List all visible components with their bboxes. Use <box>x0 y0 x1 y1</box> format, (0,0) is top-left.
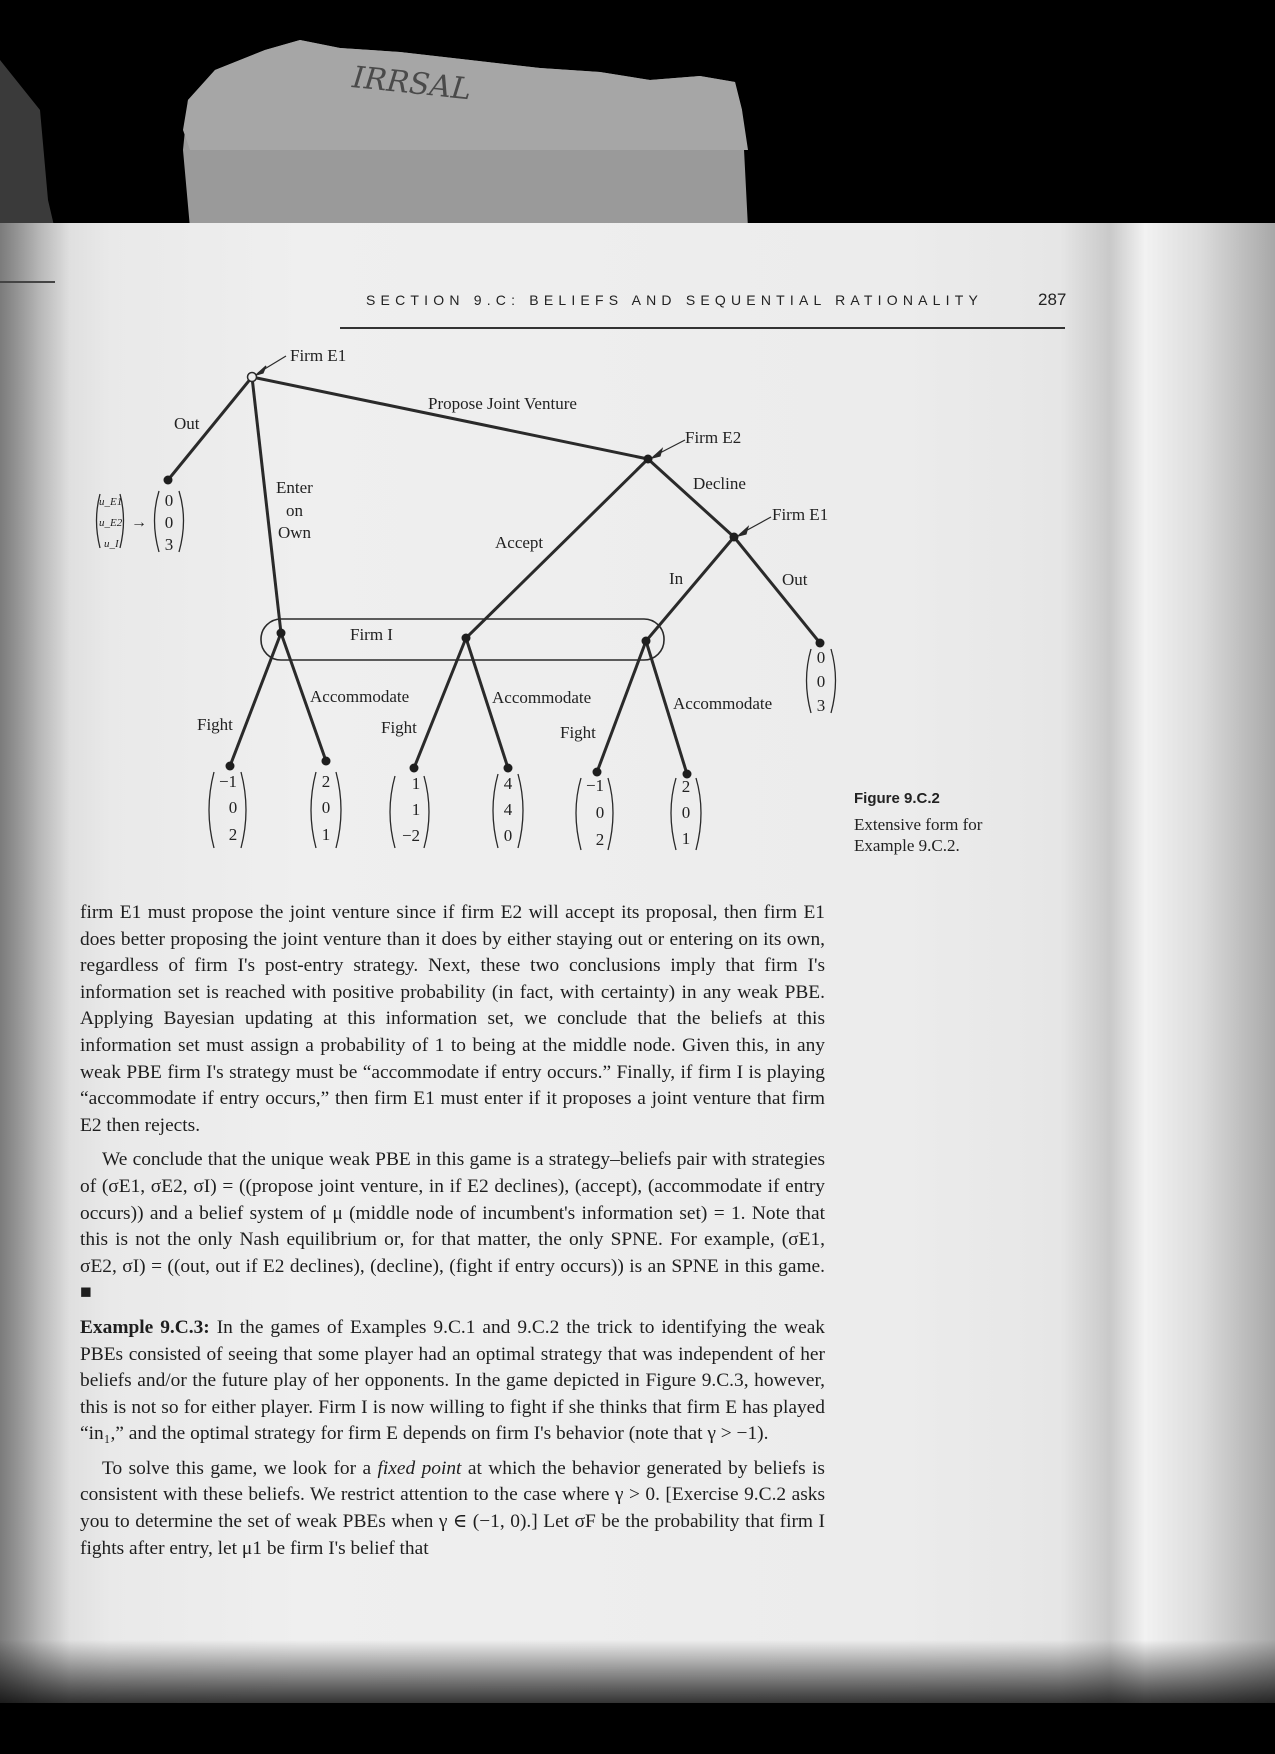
branch-fight-2 <box>414 638 466 768</box>
svg-text:1: 1 <box>321 825 331 844</box>
label-enter: Enter <box>276 478 313 497</box>
figure-caption-text: Extensive form for Example 9.C.2. <box>854 815 983 855</box>
svg-text:−1: −1 <box>218 772 238 791</box>
svg-text:3: 3 <box>164 535 174 554</box>
svg-text:0: 0 <box>321 798 331 817</box>
svg-text:1: 1 <box>681 829 691 848</box>
label-accommodate-2: Accommodate <box>492 688 592 707</box>
payoff-key <box>97 494 148 550</box>
paragraph-4-end: at which the behavior generated by beliefs is consistent with these beliefs. We restrict attention to the case where γ > 0. [Exercise 9.C.2 asks you to determine the set of weak PBEs when γ ∈ (−1, 0).] Let σF be the probability that firm I fights after entry, let μ1 be firm I's belief that <box>80 1457 825 1559</box>
paragraph-1: firm E1 must propose the joint venture since if firm E2 will accept its proposal, then firm E1 does better proposing the joint venture than it does by either staying out or entering on its own, regardless of firm I's post-entry strategy. Next, these two conclusions imply that firm I's information set is reached with positive probability (in fact, with certainty) in any weak PBE. Applying Bayesian updating at this information set, we conclude that the beliefs at this information set must assign a probability of 1 to being at the middle node. Given this, in any weak PBE firm I's strategy must be “accommodate if entry occurs.” Finally, if firm I is playing “accommodate if entry occurs,” then firm E1 must enter if it proposes a joint venture that firm E2 then rejects. <box>80 902 825 1136</box>
node-out-second <box>816 639 825 648</box>
svg-text:0: 0 <box>595 803 605 822</box>
svg-text:2: 2 <box>595 830 605 849</box>
paragraph-3-text: In the games of Examples 9.C.1 and 9.C.2 the trick to identifying the weak PBEs consisted of seeing that some player had an optimal strategy that was independent of her beliefs and/or the future play of her opponents. In the game depicted in Figure 9.C.3, however, this is not so for either player. Firm I is now willing to fight if she thinks that firm E has played “in₁,” and the optimal strategy for firm E depends on firm I's behavior (note that γ > −1). <box>80 1316 825 1445</box>
payoff-vector-t1 <box>209 772 246 848</box>
node-i-middle <box>462 634 471 643</box>
figure-caption <box>854 790 1024 856</box>
root-node <box>248 373 257 382</box>
branch-propose <box>252 377 648 459</box>
node-i-left <box>277 629 286 638</box>
node-t2 <box>322 757 331 766</box>
svg-text:2: 2 <box>228 825 238 844</box>
node-t1 <box>226 762 235 771</box>
payoff-vector-out <box>155 491 184 554</box>
label-accept: Accept <box>495 533 544 552</box>
payoff-vector-t6 <box>671 777 701 850</box>
label-fight-3: Fight <box>560 723 596 742</box>
label-firm-e1-second: Firm E1 <box>772 505 829 524</box>
svg-text:0: 0 <box>816 648 826 667</box>
svg-text:2: 2 <box>321 772 331 791</box>
svg-text:−1: −1 <box>585 776 605 795</box>
svg-text:−2: −2 <box>401 826 421 845</box>
label-accommodate-1: Accommodate <box>310 687 410 706</box>
paragraph-2: We conclude that the unique weak PBE in this game is a strategy–beliefs pair with strategies of (σE1, σE2, σI) = ((propose joint venture, in if E2 declines), (accept), (accommodate if entry occurs)) and a belief system of μ (middle node of incumbent's information set) = 1. Note that this is not the only Nash equilibrium or, for that matter, the only SPNE. For example, (σE1, σE2, σI) = ((out, out if E2 declines), (decline), (fight if entry occurs)) is an SPNE in this game. ■ <box>80 1149 825 1304</box>
bottom-shadow <box>0 1640 1275 1754</box>
svg-text:3: 3 <box>816 696 826 715</box>
svg-text:0: 0 <box>503 826 513 845</box>
example-heading: Example 9.C.3: <box>80 1316 210 1338</box>
svg-text:1: 1 <box>411 774 421 793</box>
label-out-second: Out <box>782 570 808 589</box>
label-on: on <box>286 501 303 520</box>
svg-text:1: 1 <box>411 800 421 819</box>
payoff-vector-t3 <box>390 774 429 848</box>
paragraph-4-start: To solve this game, we look for a <box>102 1457 372 1479</box>
body-text <box>80 900 825 1570</box>
payoff-vector-t2 <box>311 772 341 848</box>
label-firm-e1-root: Firm E1 <box>290 346 347 365</box>
node-e2 <box>644 455 653 464</box>
label-accommodate-3: Accommodate <box>673 694 773 713</box>
paragraph-4 <box>80 1456 825 1562</box>
svg-text:4: 4 <box>503 800 513 819</box>
label-firm-e2: Firm E2 <box>685 428 742 447</box>
branch-fight-1 <box>230 633 281 766</box>
page-number: 287 <box>1038 290 1067 309</box>
figure-number: Figure 9.C.2 <box>854 790 940 807</box>
label-firm-i: Firm I <box>350 625 393 644</box>
label-decline: Decline <box>693 474 746 493</box>
key-label-ue2: u_E2 <box>99 517 123 529</box>
node-t4 <box>504 764 513 773</box>
key-label-ui: u_I <box>104 538 119 550</box>
key-arrow: → <box>131 514 147 531</box>
label-in: In <box>669 569 684 588</box>
branch-enter-own <box>252 377 281 633</box>
label-own: Own <box>278 523 312 542</box>
label-out: Out <box>174 414 200 433</box>
svg-text:0: 0 <box>164 491 174 510</box>
label-propose: Propose Joint Venture <box>428 394 577 413</box>
paragraph-3 <box>80 1315 825 1448</box>
node-e1-second <box>730 533 739 542</box>
label-fight-1: Fight <box>197 715 233 734</box>
key-label-ue1: u_E1 <box>99 496 123 508</box>
svg-text:0: 0 <box>228 798 238 817</box>
svg-text:2: 2 <box>681 777 691 796</box>
branch-decline <box>648 459 734 537</box>
margin-note: IRRSAL <box>350 60 473 108</box>
node-out <box>164 476 173 485</box>
svg-text:4: 4 <box>503 774 513 793</box>
payoff-vector-t4 <box>493 774 523 848</box>
payoff-vector-out-second <box>807 648 836 715</box>
branch-accept <box>466 459 648 638</box>
svg-text:0: 0 <box>164 513 174 532</box>
paragraph-4-emphasis: fixed point <box>377 1457 462 1479</box>
svg-text:0: 0 <box>816 672 826 691</box>
svg-text:0: 0 <box>681 803 691 822</box>
payoff-vector-t5 <box>576 776 613 850</box>
branch-out-second <box>734 537 820 643</box>
node-i-right <box>642 637 651 646</box>
node-t3 <box>410 764 419 773</box>
running-head: SECTION 9.C: BELIEFS AND SEQUENTIAL RATIONALITY <box>366 292 984 308</box>
label-fight-2: Fight <box>381 718 417 737</box>
